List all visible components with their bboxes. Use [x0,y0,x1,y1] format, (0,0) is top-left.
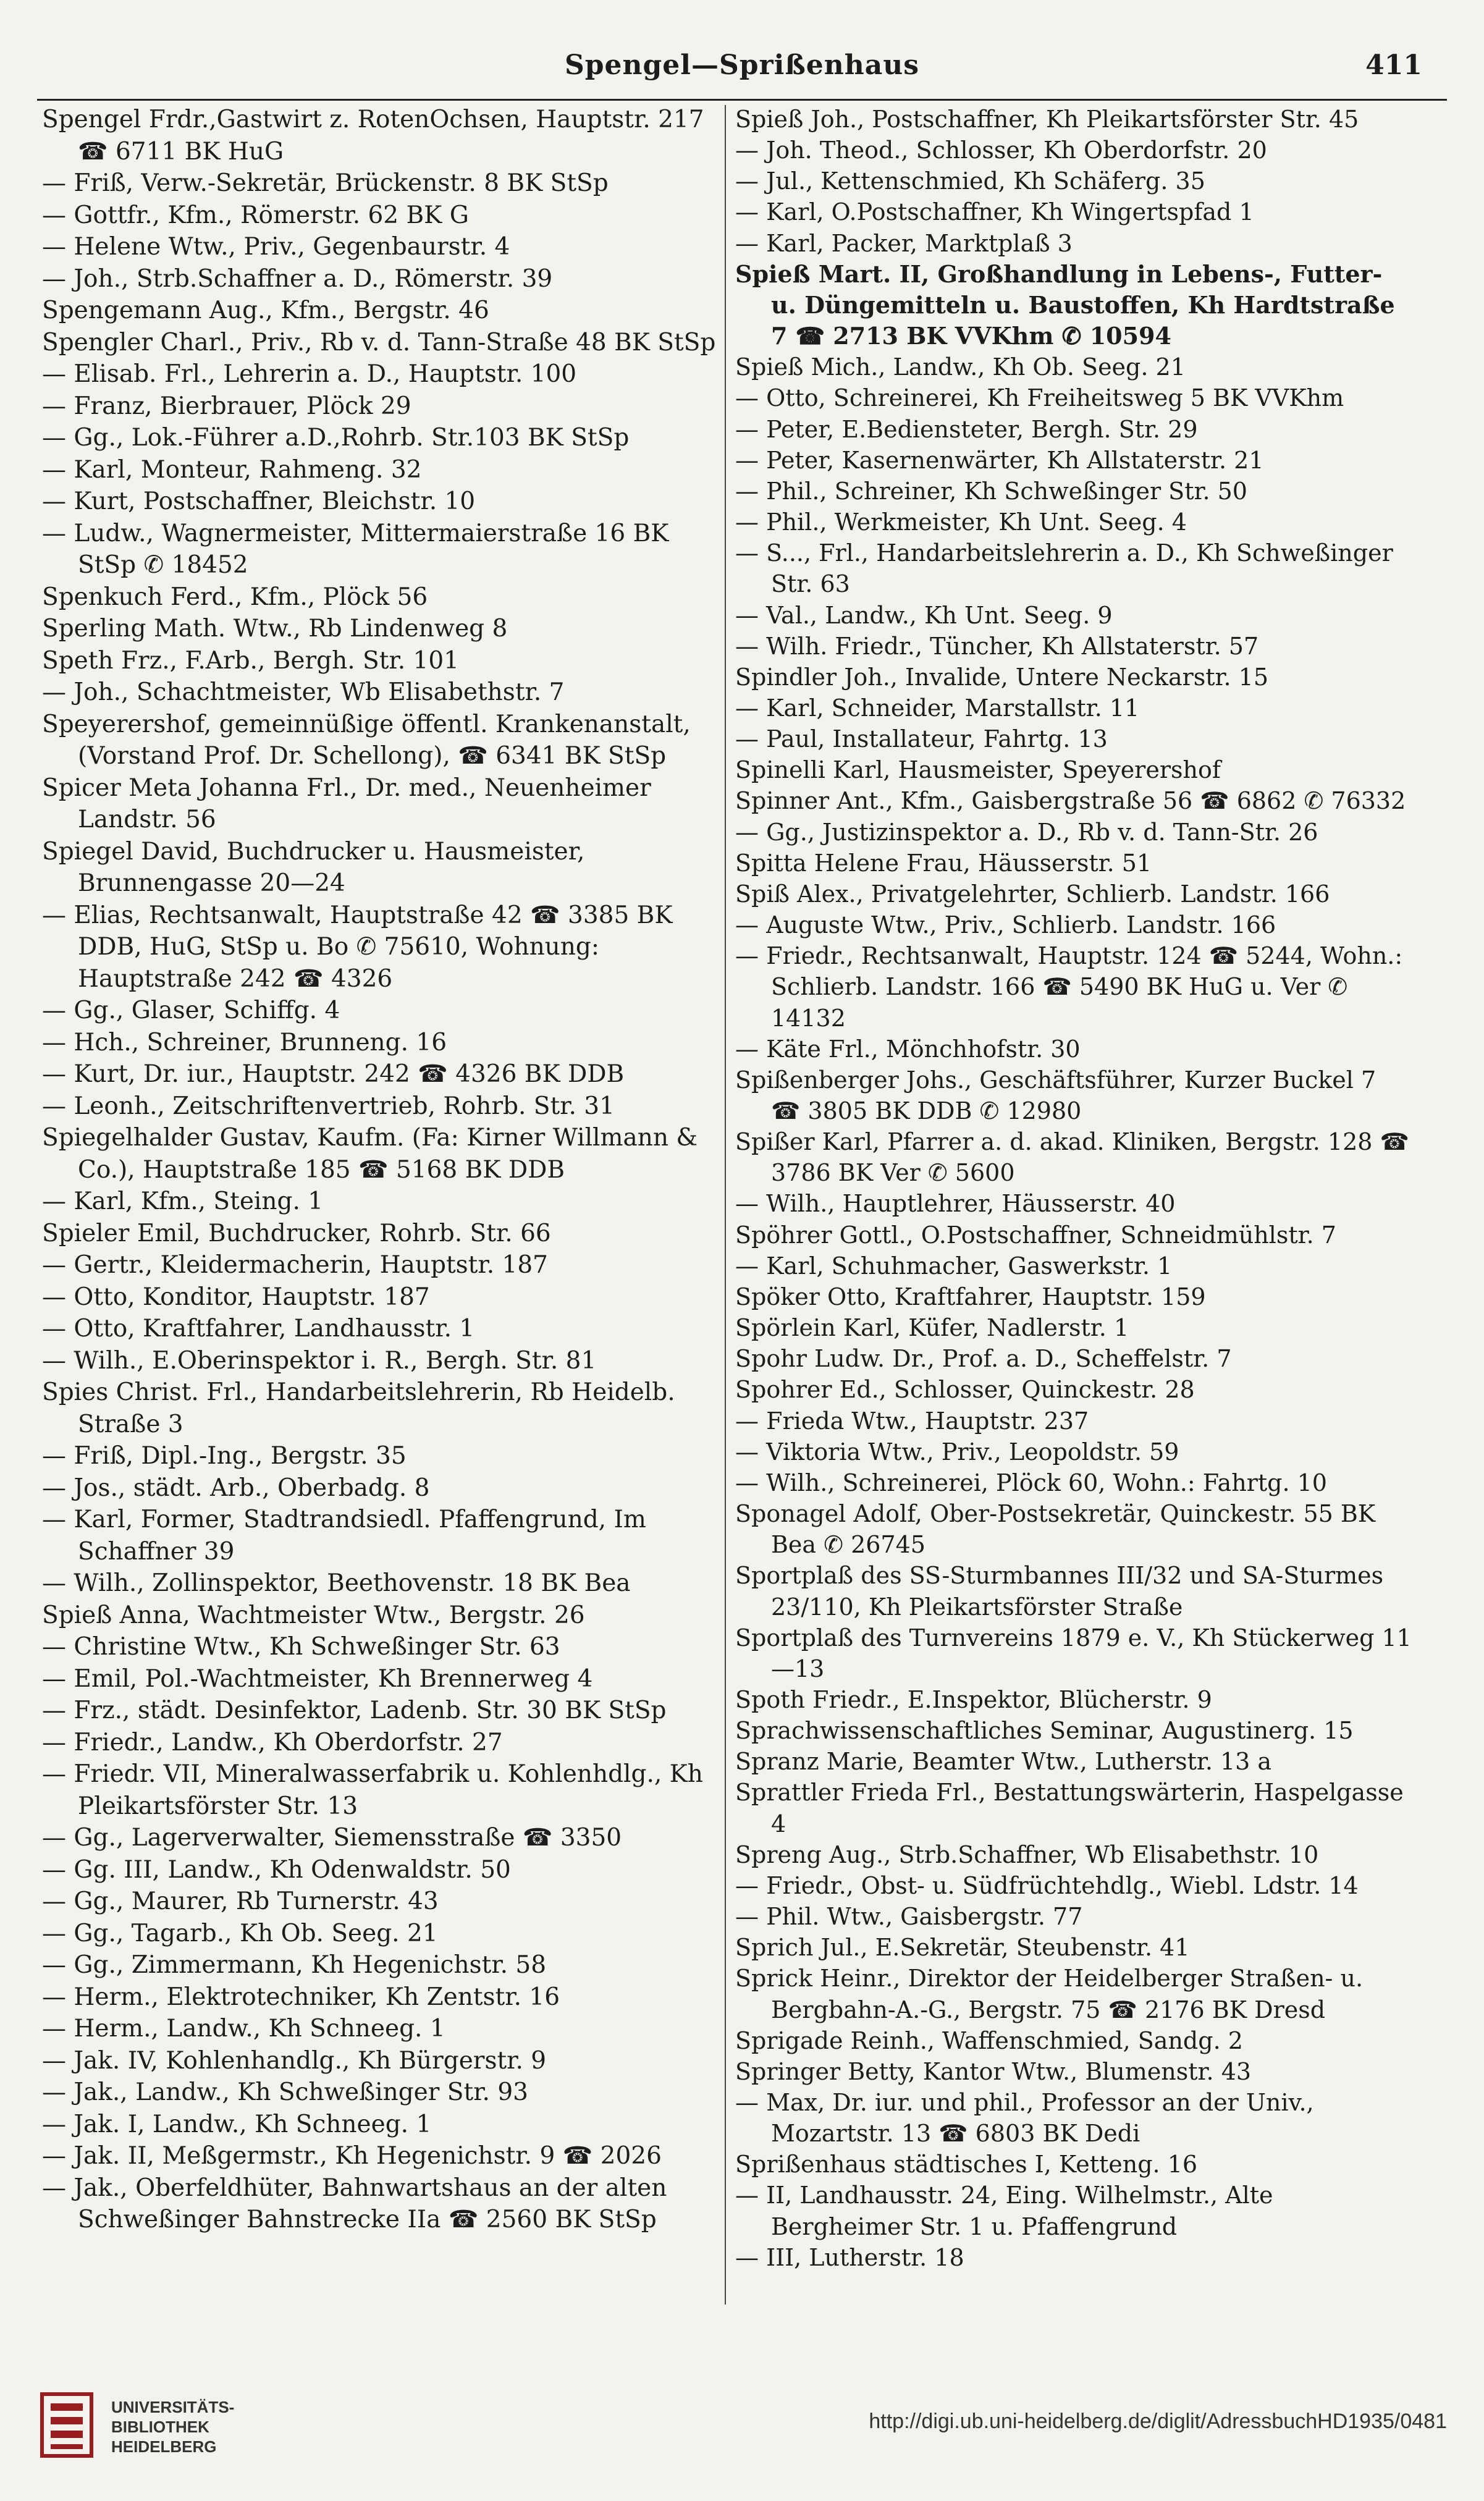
directory-entry: — Helene Wtw., Priv., Gegenbaurstr. 4 [42,233,510,261]
directory-entry: Spranz Marie, Beamter Wtw., Lutherstr. 13 a [735,1748,1272,1776]
library-name-line: HEIDELBERG [111,2437,217,2456]
directory-entry: — Friedr., Obst- u. Südfrüchtehdlg., Wiebl. Ldstr. 14 [735,1871,1359,1899]
source-url-link[interactable]: http://digi.ub.uni-heidelberg.de/diglit/AdressbuchHD1935/0481 [869,2410,1447,2433]
directory-entry: — Friß, Verw.-Sekretär, Brückenstr. 8 BK StSp [42,169,609,197]
directory-entry: Spieß Mart. II, Großhandlung in Lebens-, Futter- u. Düngemitteln u. Baustoffen, Kh Hardtstraße 7 ☎ 2713 BK VVKhm ✆ 10594 [735,259,1395,350]
directory-entry: — Gg., Lagerverwalter, Siemensstraße ☎ 3350 [42,1824,622,1852]
directory-entry: — Elisab. Frl., Lehrerin a. D., Hauptstr. 100 [42,360,577,388]
directory-entry: — Phil., Werkmeister, Kh Unt. Seeg. 4 [735,508,1187,536]
directory-entry: — Franz, Bierbrauer, Plöck 29 [42,392,411,420]
library-name-line: BIBLIOTHEK [111,2418,209,2436]
directory-entry: — Gg., Maurer, Rb Turnerstr. 43 [42,1887,439,1915]
directory-entry: — Gg., Glaser, Schiffg. 4 [42,997,340,1024]
directory-entry: Spißer Karl, Pfarrer a. d. akad. Kliniken, Bergstr. 128 ☎ 3786 BK Ver ✆ 5600 [735,1128,1409,1187]
directory-entry: — II, Landhausstr. 24, Eing. Wilhelmstr., Alte Bergheimer Str. 1 u. Pfaffengrund [735,2182,1273,2240]
directory-entry: Sponagel Adolf, Ober-Postsekretär, Quinckestr. 55 BK Bea ✆ 26745 [735,1500,1376,1559]
directory-entry: Spreng Aug., Strb.Schaffner, Wb Elisabethstr. 10 [735,1841,1319,1868]
directory-entry: — Friß, Dipl.-Ing., Bergstr. 35 [42,1442,407,1470]
directory-entry: — Wilh., E.Oberinspektor i. R., Bergh. Str. 81 [42,1346,597,1375]
directory-entry: Spieß Joh., Postschaffner, Kh Pleikartsförster Str. 45 [735,106,1359,133]
directory-entry: — Wilh., Schreinerei, Plöck 60, Wohn.: Fahrtg. 10 [735,1469,1327,1496]
directory-entry: Spöhrer Gottl., O.Postschaffner, Schneidmühlstr. 7 [735,1221,1336,1249]
directory-entry: — Karl, Monteur, Rahmeng. 32 [42,455,422,484]
directory-entry: — Joh. Theod., Schlosser, Kh Oberdorfstr. 20 [735,137,1267,164]
directory-entry: Spengel Frdr.,Gastwirt z. RotenOchsen, Hauptstr. 217 ☎ 6711 BK HuG [42,106,704,166]
directory-entry: Spöker Otto, Kraftfahrer, Hauptstr. 159 [735,1283,1206,1310]
directory-entry: — Herm., Elektrotechniker, Kh Zentstr. 16 [42,1983,560,2011]
directory-entry: — Gg. III, Landw., Kh Odenwaldstr. 50 [42,1855,511,1884]
directory-entry: — Friedr. VII, Mineralwasserfabrik u. Kohlenhdlg., Kh Pleikartsförster Str. 13 [42,1760,703,1820]
directory-entry: Sperling Math. Wtw., Rb Lindenweg 8 [42,615,508,643]
directory-entry: Sportplaß des Turnvereins 1879 e. V., Kh Stückerweg 11—13 [735,1624,1412,1682]
directory-entry: — Karl, Former, Stadtrandsiedl. Pfaffengrund, Im Schaffner 39 [42,1506,646,1566]
directory-entry: — S..., Frl., Handarbeitslehrerin a. D., Kh Schweßinger Str. 63 [735,539,1393,598]
directory-entry: — Otto, Schreinerei, Kh Freiheitsweg 5 BK VVKhm [735,384,1344,412]
directory-entry: — Phil., Schreiner, Kh Schweßinger Str. 50 [735,477,1247,505]
page-title: Spengel—Sprißenhaus [564,49,920,81]
directory-entry: Spiegel David, Buchdrucker u. Hausmeister, Brunnengasse 20—24 [42,837,585,897]
directory-entry: — Karl, Schneider, Marstallstr. 11 [735,694,1140,722]
header-rule [37,99,1447,101]
directory-entry: Spiegelhalder Gustav, Kaufm. (Fa: Kirner Willmann & Co.), Hauptstraße 185 ☎ 5168 BK DDB [42,1124,698,1184]
directory-entry: Spoth Friedr., E.Inspektor, Blücherstr. 9 [735,1685,1212,1713]
directory-entry: — Paul, Installateur, Fahrtg. 13 [735,725,1108,753]
library-name [111,2397,234,2457]
directory-entry: Spengemann Aug., Kfm., Bergstr. 46 [42,297,489,324]
directory-entry: — Leonh., Zeitschriftenvertrieb, Rohrb. Str. 31 [42,1092,615,1120]
left-column [42,104,719,2236]
directory-entry: — Jak., Landw., Kh Schweßinger Str. 93 [42,2078,528,2106]
directory-entry: Spißenberger Johs., Geschäftsführer, Kurzer Buckel 7 ☎ 3805 BK DDB ✆ 12980 [735,1066,1376,1124]
directory-entry: — Jak., Oberfeldhüter, Bahnwartshaus an der alten Schweßinger Bahnstrecke IIa ☎ 2560 BK StSp [42,2174,667,2233]
directory-entry: Sprich Jul., E.Sekretär, Steubenstr. 41 [735,1934,1190,1962]
directory-entry: Sprick Heinr., Direktor der Heidelberger Straßen- u. Bergbahn-A.-G., Bergstr. 75 ☎ 2176 BK Dresd [735,1965,1364,2023]
directory-entry: Spindler Joh., Invalide, Untere Neckarstr. 15 [735,663,1269,691]
directory-entry: — Karl, Packer, Marktplaß 3 [735,229,1073,257]
directory-entry: — Gg., Zimmermann, Kh Hegenichstr. 58 [42,1951,547,1979]
directory-entry: — Herm., Landw., Kh Schneeg. 1 [42,2015,445,2043]
directory-entry: — Gg., Lok.-Führer a.D.,Rohrb. Str.103 BK StSp [42,424,630,452]
directory-entry: — Elias, Rechtsanwalt, Hauptstraße 42 ☎ 3385 BK DDB, HuG, StSp u. Bo ✆ 75610, Wohnung: Hauptstraße 242 ☎ 4326 [42,901,673,993]
directory-entry: — Wilh., Zollinspektor, Beethovenstr. 18 BK Bea [42,1569,631,1597]
library-seal-icon [37,2391,96,2459]
directory-entry: Sprigade Reinh., Waffenschmied, Sandg. 2 [735,2027,1243,2054]
directory-entry: Spengler Charl., Priv., Rb v. d. Tann-Straße 48 BK StSp [42,328,716,356]
directory-entry: — Kurt, Postschaffner, Bleichstr. 10 [42,487,476,515]
directory-entry: — Jak. II, Meßgermstr., Kh Hegenichstr. 9 ☎ 2026 [42,2142,662,2170]
directory-entry: — Karl, O.Postschaffner, Kh Wingertspfad 1 [735,198,1254,226]
directory-entry: — Otto, Kraftfahrer, Landhausstr. 1 [42,1315,475,1343]
directory-entry: — Käte Frl., Mönchhofstr. 30 [735,1035,1081,1063]
column-divider [725,105,726,2305]
directory-entry: — Joh., Schachtmeister, Wb Elisabethstr. 7 [42,678,565,706]
directory-entry: Spinner Ant., Kfm., Gaisbergstraße 56 ☎ 6862 ✆ 76332 [735,787,1406,815]
directory-entry: — Peter, Kasernenwärter, Kh Allstaterstr. 21 [735,446,1264,474]
directory-entry: — Otto, Konditor, Hauptstr. 187 [42,1283,430,1311]
directory-entry: — Hch., Schreiner, Brunneng. 16 [42,1028,447,1056]
directory-entry: — Jos., städt. Arb., Oberbadg. 8 [42,1474,430,1502]
directory-entry: Spies Christ. Frl., Handarbeitslehrerin, Rb Heidelb. Straße 3 [42,1378,675,1438]
directory-entry: — Jul., Kettenschmied, Kh Schäferg. 35 [735,167,1205,195]
directory-entry: — Joh., Strb.Schaffner a. D., Römerstr. 39 [42,264,553,293]
directory-entry: Spohrer Ed., Schlosser, Quinckestr. 28 [735,1376,1195,1404]
directory-entry: — Max, Dr. iur. und phil., Professor an der Univ., Mozartstr. 13 ☎ 6803 BK Dedi [735,2089,1314,2148]
directory-entry: Spenkuch Ferd., Kfm., Plöck 56 [42,583,428,611]
directory-entry: — Christine Wtw., Kh Schweßinger Str. 63 [42,1633,560,1661]
directory-entry: Springer Betty, Kantor Wtw., Blumenstr. 43 [735,2057,1252,2085]
directory-entry: — Wilh. Friedr., Tüncher, Kh Allstaterstr. 57 [735,632,1259,660]
directory-entry: — Frieda Wtw., Hauptstr. 237 [735,1407,1089,1435]
right-column [735,104,1412,2273]
library-logo [37,2385,259,2471]
directory-entry: — Karl, Kfm., Steing. 1 [42,1187,324,1215]
directory-entry: — Gg., Tagarb., Kh Ob. Seeg. 21 [42,1919,438,1947]
directory-entry: — Friedr., Landw., Kh Oberdorfstr. 27 [42,1728,503,1757]
page-header [37,49,1447,99]
directory-entry: Speyerershof, gemeinnüßige öffentl. Krankenanstalt, (Vorstand Prof. Dr. Schellong), ☎ 6341 BK StSp [42,710,691,770]
directory-entry: Spinelli Karl, Hausmeister, Speyerershof [735,756,1221,784]
directory-entry: Spieß Anna, Wachtmeister Wtw., Bergstr. 26 [42,1601,585,1629]
directory-entry: — Gertr., Kleidermacherin, Hauptstr. 187 [42,1251,548,1279]
directory-entry: — Jak. IV, Kohlenhandlg., Kh Bürgerstr. 9 [42,2046,547,2075]
directory-entry: — Emil, Pol.-Wachtmeister, Kh Brennerweg 4 [42,1664,593,1693]
directory-entry: — Ludw., Wagnermeister, Mittermaierstraße 16 BK StSp ✆ 18452 [42,519,669,579]
directory-entry: Spörlein Karl, Küfer, Nadlerstr. 1 [735,1314,1129,1342]
directory-entry: — Gg., Justizinspektor a. D., Rb v. d. Tann-Str. 26 [735,818,1318,846]
directory-entry: Spiß Alex., Privatgelehrter, Schlierb. Landstr. 166 [735,880,1330,908]
page-footer [0,2366,1484,2501]
directory-entry: — Wilh., Hauptlehrer, Häusserstr. 40 [735,1190,1176,1218]
directory-entry: Sprachwissenschaftliches Seminar, Augustinerg. 15 [735,1717,1354,1745]
directory-entry: — III, Lutherstr. 18 [735,2243,964,2271]
directory-entry: Spitta Helene Frau, Häusserstr. 51 [735,849,1152,877]
page-number: 411 [1365,49,1422,81]
directory-entry: — Karl, Schuhmacher, Gaswerkstr. 1 [735,1252,1173,1280]
directory-entry: — Auguste Wtw., Priv., Schlierb. Landstr. 166 [735,911,1276,939]
directory-entry: Sprattler Frieda Frl., Bestattungswärterin, Haspelgasse 4 [735,1779,1404,1837]
directory-entry: — Viktoria Wtw., Priv., Leopoldstr. 59 [735,1438,1179,1466]
directory-entry: Spicer Meta Johanna Frl., Dr. med., Neuenheimer Landstr. 56 [42,774,651,833]
directory-entry: — Jak. I, Landw., Kh Schneeg. 1 [42,2110,432,2138]
directory-entry: Sprißenhaus städtisches I, Ketteng. 16 [735,2151,1198,2178]
directory-entry: — Val., Landw., Kh Unt. Seeg. 9 [735,601,1113,629]
directory-entry: Spieler Emil, Buchdrucker, Rohrb. Str. 66 [42,1219,551,1247]
directory-entry: Speth Frz., F.Arb., Bergh. Str. 101 [42,646,459,675]
directory-entry: Spieß Mich., Landw., Kh Ob. Seeg. 21 [735,353,1186,381]
directory-entry: — Phil. Wtw., Gaisbergstr. 77 [735,1903,1083,1931]
directory-entry: — Gottfr., Kfm., Römerstr. 62 BK G [42,201,469,229]
library-name-line: UNIVERSITÄTS- [111,2398,235,2416]
directory-entry: — Frz., städt. Desinfektor, Ladenb. Str. 30 BK StSp [42,1697,667,1724]
directory-entry: Sportplaß des SS-Sturmbannes III/32 und SA-Sturmes 23/110, Kh Pleikartsförster Straße [735,1562,1384,1621]
directory-entry: Spohr Ludw. Dr., Prof. a. D., Scheffelstr. 7 [735,1345,1232,1373]
directory-entry: — Peter, E.Bediensteter, Bergh. Str. 29 [735,415,1198,443]
directory-entry: — Kurt, Dr. iur., Hauptstr. 242 ☎ 4326 BK DDB [42,1060,625,1088]
directory-entry: — Friedr., Rechtsanwalt, Hauptstr. 124 ☎ 5244, Wohn.: Schlierb. Landstr. 166 ☎ 5490 BK HuG u. Ver ✆ 14132 [735,942,1403,1032]
